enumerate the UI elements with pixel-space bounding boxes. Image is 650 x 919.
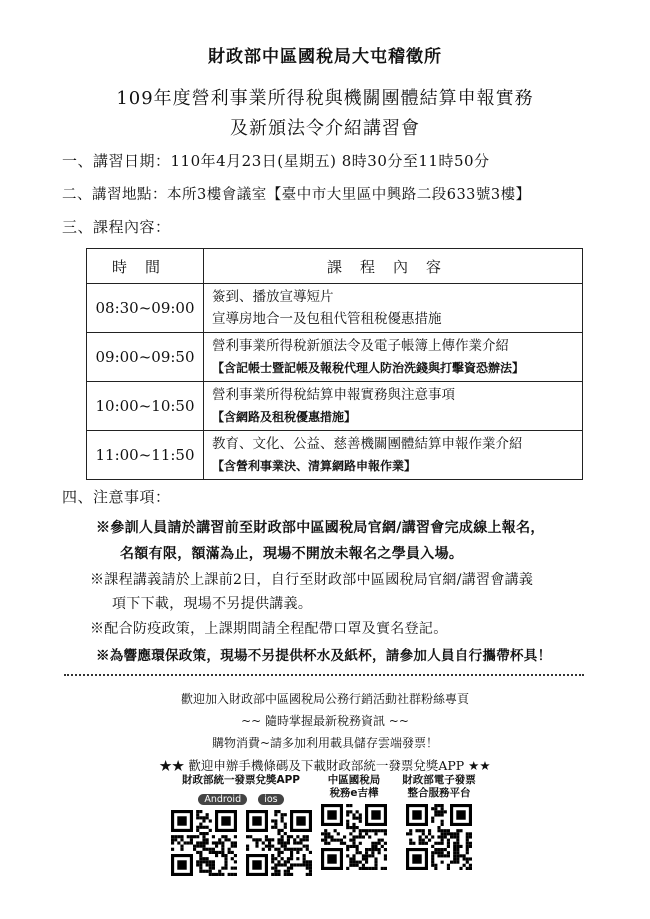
table-row: [87, 333, 583, 382]
schedule-header-row: [87, 249, 583, 284]
section-content-heading: 三、課程內容：: [62, 218, 171, 236]
fb-qr-label-line1: 中區國稅局: [327, 774, 381, 786]
row-desc: [204, 284, 583, 333]
row-desc-line2: 【含網路及租稅優惠措施】: [212, 410, 357, 424]
note-1-line1: ※參訓人員請於講習前至財政部中區國稅局官網/講習會完成線上報名，: [96, 520, 545, 536]
document-title-line1: 109年度營利事業所得稅與機關團體結算申報實務: [116, 88, 534, 109]
table-row: [87, 382, 583, 431]
row-time: 11:00~11:50: [87, 431, 204, 480]
header-time: 時間: [87, 249, 204, 284]
note-2-line2: 項下下載，現場不另提供講義。: [112, 596, 313, 612]
row-time: 10:00~10:50: [87, 382, 204, 431]
ios-qr-code[interactable]: [246, 810, 312, 876]
table-row: [87, 431, 583, 480]
row-time: 09:00~09:50: [87, 333, 204, 382]
header-content: 課程內容: [204, 249, 583, 284]
row-time: 08:30~09:00: [87, 284, 204, 333]
row-desc: [204, 333, 583, 382]
table-row: [87, 284, 583, 333]
row-desc-line2: 【含營利事業決、清算網路申報作業】: [212, 459, 417, 473]
section-date: 一、講習日期：110年4月23日(星期五) 8時30分至11時50分: [62, 152, 490, 170]
note-4: ※為響應環保政策，現場不另提供杯水及紙杯，請參加人員自行攜帶杯具！: [96, 648, 552, 664]
ios-badge: ios: [258, 794, 283, 805]
footer-line1: 歡迎加入財政部中區國稅局公務行銷活動社群粉絲專頁: [180, 692, 469, 706]
section-notes-heading: 四、注意事項：: [62, 488, 171, 506]
fb-qr-label-line2: 稅務e吉樺: [329, 787, 379, 799]
row-desc: [204, 382, 583, 431]
einvoice-qr-label-line2: 整合服務平台: [407, 787, 471, 799]
section-place: 二、講習地點：本所3樓會議室【臺中市大里區中興路二段633號3樓】: [62, 187, 531, 203]
row-desc-line1: 營利事業所得稅新頒法令及電子帳簿上傳作業介紹: [212, 338, 509, 354]
row-desc-line1: 營利事業所得稅結算申報實務與注意事項: [212, 387, 455, 403]
organization-name: 財政部中區國稅局大屯稽徵所: [208, 47, 442, 67]
einvoice-qr-code[interactable]: [406, 804, 472, 870]
einvoice-qr-group: [394, 774, 484, 870]
note-1-line2: 名額有限，額滿為止，現場不開放未報名之學員入場。: [120, 546, 464, 562]
app-qr-label: 財政部統一發票兌獎APP: [181, 774, 301, 786]
footer-line2: ~~ 隨時掌握最新稅務資訊 ~~: [241, 714, 409, 728]
schedule-table: [86, 248, 583, 480]
app-qr-group: [166, 774, 316, 876]
row-desc-line2: 【含記帳士暨記帳及報稅代理人防治洗錢與打擊資恐辦法】: [212, 361, 525, 375]
note-2-line1: ※課程講義請於上課前2日，自行至財政部中區國稅局官網/講習會講義: [90, 572, 534, 588]
row-desc-line1: 簽到、播放宣導短片: [212, 289, 334, 305]
footer-line4: ★★ 歡迎申辦手機條碼及下載財政部統一發票兌獎APP ★★: [159, 758, 491, 773]
einvoice-qr-label-line1: 財政部電子發票: [402, 774, 476, 786]
footer-line3: 購物消費~請多加利用載具儲存雲端發票！: [211, 736, 439, 750]
fb-qr-group: [316, 774, 392, 870]
android-badge: Android: [198, 794, 247, 805]
row-desc-line2: 宣導房地合一及包租代管租稅優惠措施: [212, 311, 442, 327]
document-title-line2: 及新頒法令介紹講習會: [230, 118, 420, 139]
row-desc-line1: 教育、文化、公益、慈善機關團體結算申報作業介紹: [212, 436, 523, 452]
note-3: ※配合防疫政策，上課期間請全程配帶口罩及實名登記。: [90, 621, 448, 637]
row-desc: [204, 431, 583, 480]
fb-qr-code[interactable]: [321, 804, 387, 870]
dotted-divider: [64, 674, 584, 676]
android-qr-code[interactable]: [171, 810, 237, 876]
